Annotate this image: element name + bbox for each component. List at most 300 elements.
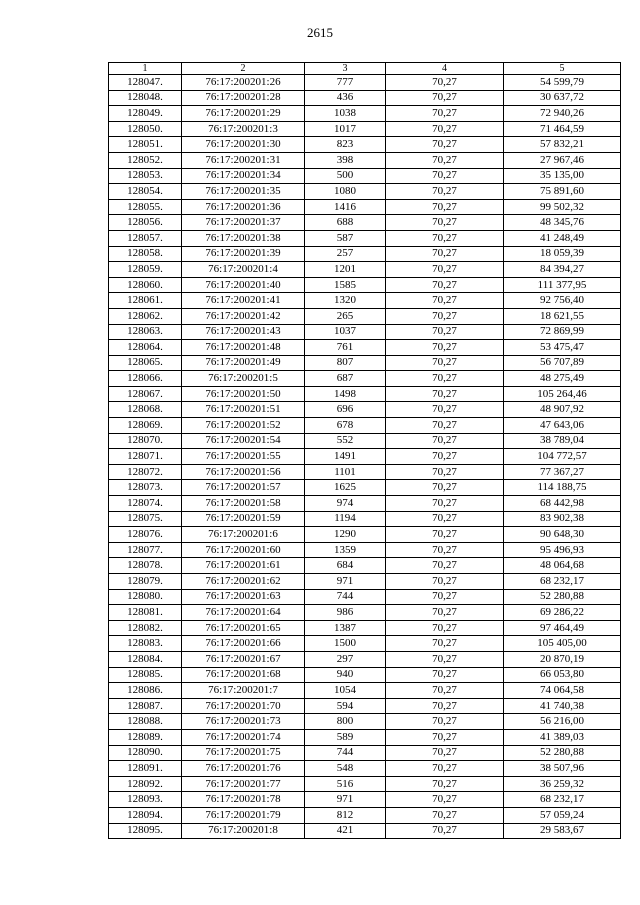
row-number-cell: 128066. (109, 371, 182, 387)
area-cell: 1498 (305, 386, 386, 402)
area-cell: 777 (305, 75, 386, 91)
rate-cell: 70,27 (386, 215, 504, 231)
table-row (109, 807, 621, 823)
value-cell: 18 621,55 (504, 308, 621, 324)
cadastral-number-cell: 76:17:200201:64 (182, 605, 305, 621)
value-cell: 53 475,47 (504, 340, 621, 356)
cadastral-number-cell: 76:17:200201:51 (182, 402, 305, 418)
cadastral-number-cell: 76:17:200201:77 (182, 776, 305, 792)
rate-cell: 70,27 (386, 402, 504, 418)
cadastral-number-cell: 76:17:200201:75 (182, 745, 305, 761)
cadastral-number-cell: 76:17:200201:48 (182, 340, 305, 356)
value-cell: 30 637,72 (504, 90, 621, 106)
table-row (109, 137, 621, 153)
rate-cell: 70,27 (386, 698, 504, 714)
cadastral-number-cell: 76:17:200201:52 (182, 418, 305, 434)
row-number-cell: 128063. (109, 324, 182, 340)
value-cell: 18 059,39 (504, 246, 621, 262)
table-row (109, 168, 621, 184)
page-number: 2615 (307, 25, 333, 40)
cadastral-number-cell: 76:17:200201:76 (182, 761, 305, 777)
area-cell: 1585 (305, 277, 386, 293)
area-cell: 940 (305, 667, 386, 683)
rate-cell: 70,27 (386, 745, 504, 761)
table-row (109, 355, 621, 371)
area-cell: 1017 (305, 121, 386, 137)
area-cell: 1201 (305, 262, 386, 278)
table-row (109, 574, 621, 590)
rate-cell: 70,27 (386, 667, 504, 683)
row-number-cell: 128048. (109, 90, 182, 106)
rate-cell: 70,27 (386, 807, 504, 823)
value-cell: 90 648,30 (504, 527, 621, 543)
rate-cell: 70,27 (386, 355, 504, 371)
rate-cell: 70,27 (386, 480, 504, 496)
row-number-cell: 128051. (109, 137, 182, 153)
table-row (109, 667, 621, 683)
row-number-cell: 128076. (109, 527, 182, 543)
row-number-cell: 128087. (109, 698, 182, 714)
rate-cell: 70,27 (386, 90, 504, 106)
area-cell: 761 (305, 340, 386, 356)
rate-cell: 70,27 (386, 589, 504, 605)
table-row (109, 308, 621, 324)
area-cell: 1387 (305, 620, 386, 636)
row-number-cell: 128072. (109, 464, 182, 480)
value-cell: 77 367,27 (504, 464, 621, 480)
rate-cell: 70,27 (386, 558, 504, 574)
value-cell: 104 772,57 (504, 449, 621, 465)
value-cell: 84 394,27 (504, 262, 621, 278)
cadastral-number-cell: 76:17:200201:34 (182, 168, 305, 184)
cadastral-number-cell: 76:17:200201:6 (182, 527, 305, 543)
column-header-3: 3 (305, 63, 386, 75)
rate-cell: 70,27 (386, 199, 504, 215)
area-cell: 552 (305, 433, 386, 449)
table-row (109, 293, 621, 309)
cadastral-number-cell: 76:17:200201:60 (182, 542, 305, 558)
table-row (109, 121, 621, 137)
area-cell: 812 (305, 807, 386, 823)
cadastral-number-cell: 76:17:200201:42 (182, 308, 305, 324)
cadastral-number-cell: 76:17:200201:4 (182, 262, 305, 278)
cadastral-number-cell: 76:17:200201:58 (182, 496, 305, 512)
value-cell: 56 216,00 (504, 714, 621, 730)
value-cell: 52 280,88 (504, 745, 621, 761)
rate-cell: 70,27 (386, 293, 504, 309)
row-number-cell: 128055. (109, 199, 182, 215)
value-cell: 114 188,75 (504, 480, 621, 496)
rate-cell: 70,27 (386, 152, 504, 168)
area-cell: 257 (305, 246, 386, 262)
row-number-cell: 128047. (109, 75, 182, 91)
row-number-cell: 128089. (109, 729, 182, 745)
rate-cell: 70,27 (386, 121, 504, 137)
cadastral-number-cell: 76:17:200201:49 (182, 355, 305, 371)
area-cell: 1416 (305, 199, 386, 215)
table-row (109, 683, 621, 699)
cadastral-number-cell: 76:17:200201:28 (182, 90, 305, 106)
table-row (109, 527, 621, 543)
cadastral-number-cell: 76:17:200201:50 (182, 386, 305, 402)
table-row (109, 480, 621, 496)
value-cell: 41 740,38 (504, 698, 621, 714)
cadastral-number-cell: 76:17:200201:5 (182, 371, 305, 387)
cadastral-number-cell: 76:17:200201:67 (182, 651, 305, 667)
value-cell: 71 464,59 (504, 121, 621, 137)
area-cell: 398 (305, 152, 386, 168)
rate-cell: 70,27 (386, 823, 504, 839)
table-row (109, 823, 621, 839)
row-number-cell: 128053. (109, 168, 182, 184)
cadastral-number-cell: 76:17:200201:41 (182, 293, 305, 309)
rate-cell: 70,27 (386, 776, 504, 792)
area-cell: 1037 (305, 324, 386, 340)
value-cell: 105 405,00 (504, 636, 621, 652)
row-number-cell: 128050. (109, 121, 182, 137)
rate-cell: 70,27 (386, 464, 504, 480)
row-number-cell: 128059. (109, 262, 182, 278)
cadastral-number-cell: 76:17:200201:59 (182, 511, 305, 527)
area-cell: 436 (305, 90, 386, 106)
table-row (109, 761, 621, 777)
rate-cell: 70,27 (386, 792, 504, 808)
area-cell: 265 (305, 308, 386, 324)
area-cell: 1500 (305, 636, 386, 652)
row-number-cell: 128091. (109, 761, 182, 777)
cadastral-number-cell: 76:17:200201:55 (182, 449, 305, 465)
row-number-cell: 128049. (109, 106, 182, 122)
cadastral-number-cell: 76:17:200201:54 (182, 433, 305, 449)
value-cell: 111 377,95 (504, 277, 621, 293)
area-cell: 589 (305, 729, 386, 745)
table-row (109, 371, 621, 387)
rate-cell: 70,27 (386, 246, 504, 262)
rate-cell: 70,27 (386, 184, 504, 200)
value-cell: 68 442,98 (504, 496, 621, 512)
rate-cell: 70,27 (386, 308, 504, 324)
cadastral-number-cell: 76:17:200201:68 (182, 667, 305, 683)
column-header-1: 1 (109, 63, 182, 75)
rate-cell: 70,27 (386, 511, 504, 527)
area-cell: 807 (305, 355, 386, 371)
table-header-row (109, 63, 621, 75)
value-cell: 41 248,49 (504, 230, 621, 246)
cadastral-number-cell: 76:17:200201:38 (182, 230, 305, 246)
area-cell: 1359 (305, 542, 386, 558)
cadastral-number-cell: 76:17:200201:36 (182, 199, 305, 215)
value-cell: 27 967,46 (504, 152, 621, 168)
row-number-cell: 128052. (109, 152, 182, 168)
value-cell: 72 940,26 (504, 106, 621, 122)
table-body (109, 75, 621, 839)
row-number-cell: 128092. (109, 776, 182, 792)
rate-cell: 70,27 (386, 262, 504, 278)
area-cell: 974 (305, 496, 386, 512)
rate-cell: 70,27 (386, 371, 504, 387)
area-cell: 688 (305, 215, 386, 231)
rate-cell: 70,27 (386, 433, 504, 449)
table-row (109, 277, 621, 293)
value-cell: 38 507,96 (504, 761, 621, 777)
value-cell: 95 496,93 (504, 542, 621, 558)
area-cell: 823 (305, 137, 386, 153)
row-number-cell: 128093. (109, 792, 182, 808)
rate-cell: 70,27 (386, 230, 504, 246)
cadastral-number-cell: 76:17:200201:65 (182, 620, 305, 636)
cadastral-number-cell: 76:17:200201:3 (182, 121, 305, 137)
area-cell: 516 (305, 776, 386, 792)
row-number-cell: 128069. (109, 418, 182, 434)
value-cell: 74 064,58 (504, 683, 621, 699)
cadastral-value-table (108, 62, 621, 839)
value-cell: 69 286,22 (504, 605, 621, 621)
row-number-cell: 128090. (109, 745, 182, 761)
area-cell: 1491 (305, 449, 386, 465)
cadastral-number-cell: 76:17:200201:57 (182, 480, 305, 496)
cadastral-number-cell: 76:17:200201:31 (182, 152, 305, 168)
value-cell: 92 756,40 (504, 293, 621, 309)
value-cell: 54 599,79 (504, 75, 621, 91)
area-cell: 684 (305, 558, 386, 574)
table-row (109, 542, 621, 558)
row-number-cell: 128095. (109, 823, 182, 839)
table-row (109, 636, 621, 652)
row-number-cell: 128078. (109, 558, 182, 574)
table-row (109, 199, 621, 215)
value-cell: 57 059,24 (504, 807, 621, 823)
rate-cell: 70,27 (386, 729, 504, 745)
rate-cell: 70,27 (386, 605, 504, 621)
table-row (109, 589, 621, 605)
value-cell: 48 275,49 (504, 371, 621, 387)
rate-cell: 70,27 (386, 527, 504, 543)
rate-cell: 70,27 (386, 106, 504, 122)
rate-cell: 70,27 (386, 651, 504, 667)
table-row (109, 340, 621, 356)
area-cell: 1101 (305, 464, 386, 480)
table-row (109, 558, 621, 574)
table-row (109, 152, 621, 168)
value-cell: 41 389,03 (504, 729, 621, 745)
row-number-cell: 128067. (109, 386, 182, 402)
row-number-cell: 128058. (109, 246, 182, 262)
table-row (109, 729, 621, 745)
row-number-cell: 128061. (109, 293, 182, 309)
rate-cell: 70,27 (386, 418, 504, 434)
value-cell: 38 789,04 (504, 433, 621, 449)
rate-cell: 70,27 (386, 75, 504, 91)
row-number-cell: 128080. (109, 589, 182, 605)
column-header-5: 5 (504, 63, 621, 75)
column-header-4: 4 (386, 63, 504, 75)
cadastral-number-cell: 76:17:200201:78 (182, 792, 305, 808)
cadastral-number-cell: 76:17:200201:61 (182, 558, 305, 574)
rate-cell: 70,27 (386, 137, 504, 153)
cadastral-number-cell: 76:17:200201:56 (182, 464, 305, 480)
value-cell: 97 464,49 (504, 620, 621, 636)
table-row (109, 75, 621, 91)
area-cell: 1080 (305, 184, 386, 200)
value-cell: 68 232,17 (504, 792, 621, 808)
value-cell: 52 280,88 (504, 589, 621, 605)
rate-cell: 70,27 (386, 714, 504, 730)
row-number-cell: 128086. (109, 683, 182, 699)
cadastral-number-cell: 76:17:200201:39 (182, 246, 305, 262)
column-header-2: 2 (182, 63, 305, 75)
area-cell: 1290 (305, 527, 386, 543)
table-row (109, 386, 621, 402)
row-number-cell: 128079. (109, 574, 182, 590)
rate-cell: 70,27 (386, 574, 504, 590)
value-cell: 57 832,21 (504, 137, 621, 153)
table-row (109, 402, 621, 418)
rate-cell: 70,27 (386, 683, 504, 699)
row-number-cell: 128062. (109, 308, 182, 324)
area-cell: 1625 (305, 480, 386, 496)
table-row (109, 651, 621, 667)
rate-cell: 70,27 (386, 761, 504, 777)
cadastral-number-cell: 76:17:200201:29 (182, 106, 305, 122)
value-cell: 29 583,67 (504, 823, 621, 839)
area-cell: 594 (305, 698, 386, 714)
cadastral-number-cell: 76:17:200201:62 (182, 574, 305, 590)
area-cell: 696 (305, 402, 386, 418)
rate-cell: 70,27 (386, 386, 504, 402)
area-cell: 421 (305, 823, 386, 839)
row-number-cell: 128081. (109, 605, 182, 621)
area-cell: 1038 (305, 106, 386, 122)
area-cell: 800 (305, 714, 386, 730)
row-number-cell: 128084. (109, 651, 182, 667)
value-cell: 47 643,06 (504, 418, 621, 434)
row-number-cell: 128083. (109, 636, 182, 652)
rate-cell: 70,27 (386, 324, 504, 340)
value-cell: 99 502,32 (504, 199, 621, 215)
row-number-cell: 128065. (109, 355, 182, 371)
cadastral-number-cell: 76:17:200201:30 (182, 137, 305, 153)
cadastral-number-cell: 76:17:200201:35 (182, 184, 305, 200)
rate-cell: 70,27 (386, 449, 504, 465)
table-row (109, 230, 621, 246)
cadastral-number-cell: 76:17:200201:73 (182, 714, 305, 730)
value-cell: 48 064,68 (504, 558, 621, 574)
table-row (109, 605, 621, 621)
value-cell: 83 902,38 (504, 511, 621, 527)
value-cell: 35 135,00 (504, 168, 621, 184)
area-cell: 587 (305, 230, 386, 246)
area-cell: 1194 (305, 511, 386, 527)
area-cell: 971 (305, 792, 386, 808)
table-row (109, 215, 621, 231)
row-number-cell: 128075. (109, 511, 182, 527)
row-number-cell: 128085. (109, 667, 182, 683)
area-cell: 1054 (305, 683, 386, 699)
row-number-cell: 128074. (109, 496, 182, 512)
area-cell: 548 (305, 761, 386, 777)
table-row (109, 418, 621, 434)
cadastral-number-cell: 76:17:200201:63 (182, 589, 305, 605)
rate-cell: 70,27 (386, 636, 504, 652)
rate-cell: 70,27 (386, 620, 504, 636)
value-cell: 36 259,32 (504, 776, 621, 792)
area-cell: 986 (305, 605, 386, 621)
table-row (109, 745, 621, 761)
cadastral-number-cell: 76:17:200201:37 (182, 215, 305, 231)
row-number-cell: 128094. (109, 807, 182, 823)
area-cell: 678 (305, 418, 386, 434)
row-number-cell: 128077. (109, 542, 182, 558)
value-cell: 56 707,89 (504, 355, 621, 371)
row-number-cell: 128064. (109, 340, 182, 356)
value-cell: 105 264,46 (504, 386, 621, 402)
row-number-cell: 128071. (109, 449, 182, 465)
row-number-cell: 128082. (109, 620, 182, 636)
table-row (109, 714, 621, 730)
table-row (109, 246, 621, 262)
cadastral-number-cell: 76:17:200201:79 (182, 807, 305, 823)
row-number-cell: 128057. (109, 230, 182, 246)
area-cell: 1320 (305, 293, 386, 309)
table-row (109, 184, 621, 200)
row-number-cell: 128056. (109, 215, 182, 231)
table-row (109, 496, 621, 512)
cadastral-number-cell: 76:17:200201:43 (182, 324, 305, 340)
row-number-cell: 128068. (109, 402, 182, 418)
value-cell: 20 870,19 (504, 651, 621, 667)
value-cell: 75 891,60 (504, 184, 621, 200)
area-cell: 500 (305, 168, 386, 184)
value-cell: 48 907,92 (504, 402, 621, 418)
table-row (109, 449, 621, 465)
row-number-cell: 128088. (109, 714, 182, 730)
value-cell: 68 232,17 (504, 574, 621, 590)
area-cell: 744 (305, 745, 386, 761)
table-row (109, 620, 621, 636)
row-number-cell: 128054. (109, 184, 182, 200)
cadastral-number-cell: 76:17:200201:66 (182, 636, 305, 652)
row-number-cell: 128073. (109, 480, 182, 496)
value-cell: 48 345,76 (504, 215, 621, 231)
area-cell: 744 (305, 589, 386, 605)
cadastral-number-cell: 76:17:200201:74 (182, 729, 305, 745)
table-row (109, 464, 621, 480)
table-row (109, 90, 621, 106)
table-row (109, 792, 621, 808)
table-row (109, 511, 621, 527)
table-row (109, 262, 621, 278)
cadastral-number-cell: 76:17:200201:40 (182, 277, 305, 293)
cadastral-number-cell: 76:17:200201:26 (182, 75, 305, 91)
area-cell: 297 (305, 651, 386, 667)
table-row (109, 776, 621, 792)
rate-cell: 70,27 (386, 168, 504, 184)
rate-cell: 70,27 (386, 496, 504, 512)
area-cell: 687 (305, 371, 386, 387)
row-number-cell: 128070. (109, 433, 182, 449)
table-row (109, 324, 621, 340)
table-row (109, 106, 621, 122)
rate-cell: 70,27 (386, 277, 504, 293)
table-row (109, 433, 621, 449)
value-cell: 72 869,99 (504, 324, 621, 340)
rate-cell: 70,27 (386, 340, 504, 356)
area-cell: 971 (305, 574, 386, 590)
rate-cell: 70,27 (386, 542, 504, 558)
cadastral-number-cell: 76:17:200201:7 (182, 683, 305, 699)
table-row (109, 698, 621, 714)
cadastral-number-cell: 76:17:200201:70 (182, 698, 305, 714)
